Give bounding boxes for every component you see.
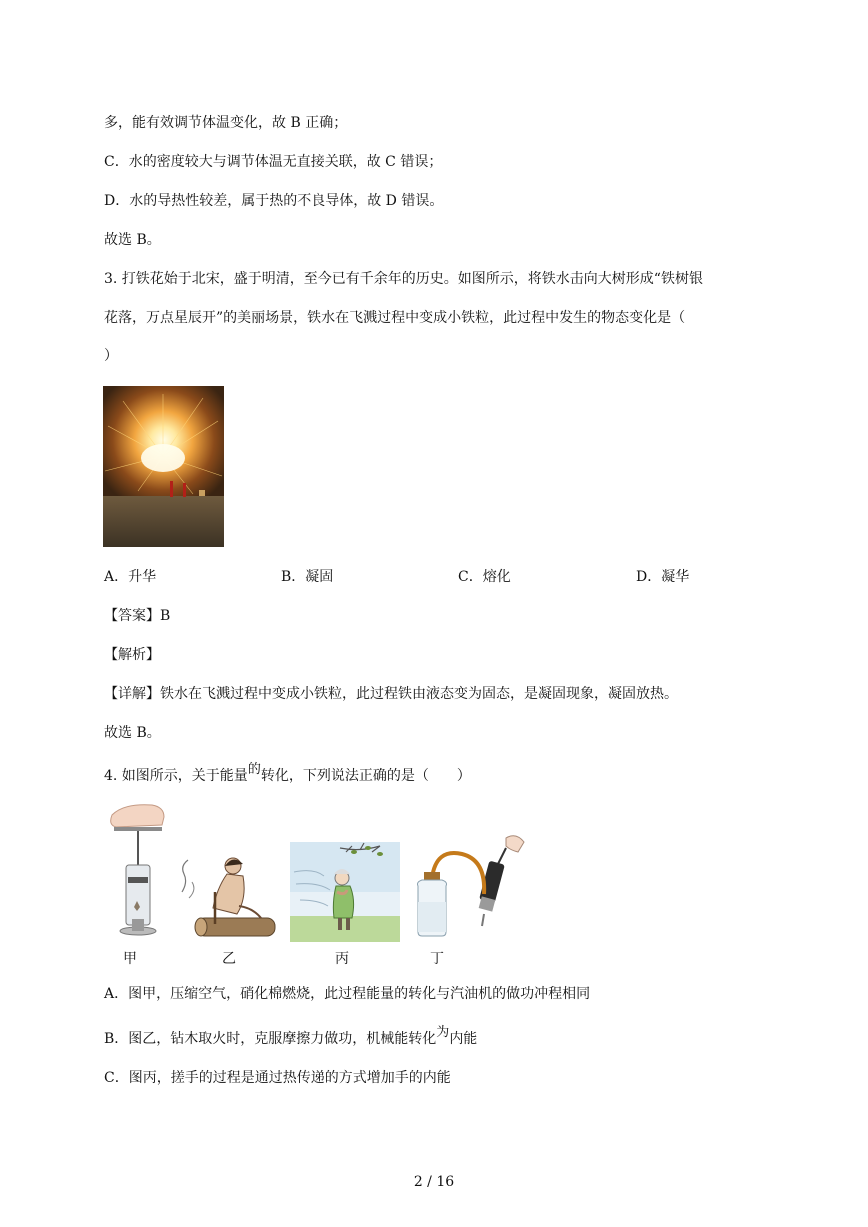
option-c: C．熔化 (458, 569, 511, 585)
analysis-label: 【解析】 (104, 647, 160, 663)
text-line: D．水的导热性较差，属于热的不良导体，故 D 错误。 (104, 193, 444, 209)
question-4-stem (104, 762, 471, 787)
question-3-stem: ） (104, 348, 118, 364)
option-b: B．凝固 (281, 569, 334, 585)
answer-line: 【答案】B (104, 608, 171, 624)
option-text: B．图乙，钻木取火时，克服摩擦力做功，机械能转化 (104, 1031, 437, 1047)
question-3-stem: 3. 打铁花始于北宋，盛于明清，至今已有千余年的历史。如图所示，将铁水击向大树形成“铁树银 (104, 271, 703, 287)
option-a: A．升华 (104, 569, 157, 585)
question-3-stem: 花落，万点星辰开”的美丽场景，铁水在飞溅过程中变成小铁粒，此过程中发生的物态变化是（ (104, 310, 686, 326)
q4-option-a: A．图甲，压缩空气，硝化棉燃烧，此过程能量的转化与汽油机的做功冲程相同 (104, 986, 591, 1002)
text-line: 多，能有效调节体温变化，故 B 正确； (104, 115, 348, 131)
select-line: 故选 B。 (104, 725, 161, 741)
q4-option-b (104, 1025, 478, 1050)
caption-bing: 丙 (335, 951, 349, 967)
stem-superscript: 的 (247, 762, 261, 777)
iron-fireworks-photo (103, 386, 224, 547)
option-d: D．凝华 (636, 569, 690, 585)
detail-line: 【详解】铁水在飞溅过程中变成小铁粒，此过程铁由液态变为固态，是凝固现象，凝固放热。 (104, 686, 678, 702)
figure-jia-compression-tube (104, 797, 174, 943)
option-text: 内能 (449, 1031, 478, 1047)
figure-bing-rubbing-hands (290, 842, 400, 946)
text-line: C．水的密度较大与调节体温无直接关联，故 C 错误； (104, 154, 443, 170)
option-superscript: 为 (436, 1025, 450, 1040)
q4-option-c: C．图丙，搓手的过程是通过热传递的方式增加手的内能 (104, 1070, 451, 1086)
figure-yi-drilling-fire (177, 852, 277, 946)
page-number: 2 / 16 (413, 1174, 455, 1190)
text-line: 故选 B。 (104, 232, 161, 248)
figure-ding-bottle-pump (410, 832, 532, 944)
stem-text: 4. 如图所示，关于能量 (104, 768, 248, 784)
stem-text: 转化，下列说法正确的是（ ） (260, 768, 471, 784)
caption-ding: 丁 (430, 951, 444, 967)
caption-yi: 乙 (222, 951, 236, 967)
caption-jia: 甲 (123, 951, 137, 967)
